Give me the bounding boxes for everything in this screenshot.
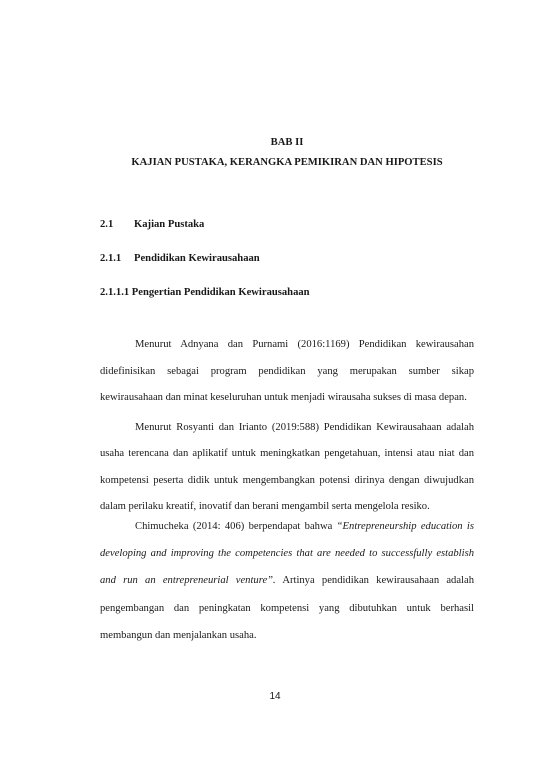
quote-text: “Entrepreneurship education is: [336, 521, 474, 532]
text-line: kewirausahaan dan minat keseluruhan untuk menjadi wirausaha sukses di masa depan.: [100, 392, 467, 403]
section-title: Pendidikan Kewirausahaan: [134, 253, 260, 264]
section-number: 2.1.1.1: [100, 287, 130, 298]
text-line: [100, 548, 474, 559]
chapter-title: KAJIAN PUSTAKA, KERANGKA PEMIKIRAN DAN HIPOTESIS: [131, 157, 443, 168]
section-title: Kajian Pustaka: [134, 219, 205, 230]
text-line: Menurut Rosyanti dan Irianto (2019:588) Pendidikan Kewirausahaan adalah: [135, 422, 474, 433]
section-heading-2-1-1-1: [100, 287, 310, 298]
quote-text: developing and improving the competencies that are needed to successfully establish: [100, 548, 474, 559]
text-line: usaha terencana dan aplikatif untuk meningkatkan pengetahuan, intensi atau niat dan: [100, 448, 474, 459]
text-line: Menurut Adnyana dan Purnami (2016:1169) Pendidikan kewirausahan: [135, 339, 474, 350]
text-plain: Artinya pendidikan kewirausahaan adalah: [275, 575, 474, 586]
section-title: Pengertian Pendidikan Kewirausahaan: [131, 287, 310, 298]
text-line: [100, 575, 474, 586]
text-plain: Chimucheka (2014: 406) berpendapat bahwa: [135, 521, 337, 532]
quote-text: and run an entrepreneurial venture”.: [100, 575, 276, 586]
section-heading-2-1-1: [100, 253, 260, 264]
text-line: membangun dan menjalankan usaha.: [100, 630, 257, 641]
text-line: dalam perilaku kreatif, inovatif dan berani mengambil serta mengelola resiko.: [100, 501, 430, 512]
section-number: 2.1: [100, 219, 114, 230]
section-number: 2.1.1: [100, 253, 122, 264]
text-line: kompetensi peserta didik untuk mengembangkan potensi dirinya dengan diwujudkan: [100, 475, 474, 486]
text-line: didefinisikan sebagai program pendidikan yang merupakan sumber sikap: [100, 366, 474, 377]
page-number: 14: [269, 691, 281, 702]
chapter-label: BAB II: [270, 137, 304, 148]
text-line: pengembangan dan peningkatan kompetensi yang dibutuhkan untuk berhasil: [100, 603, 474, 614]
section-heading-2-1: [100, 219, 204, 230]
text-line: [135, 521, 474, 532]
